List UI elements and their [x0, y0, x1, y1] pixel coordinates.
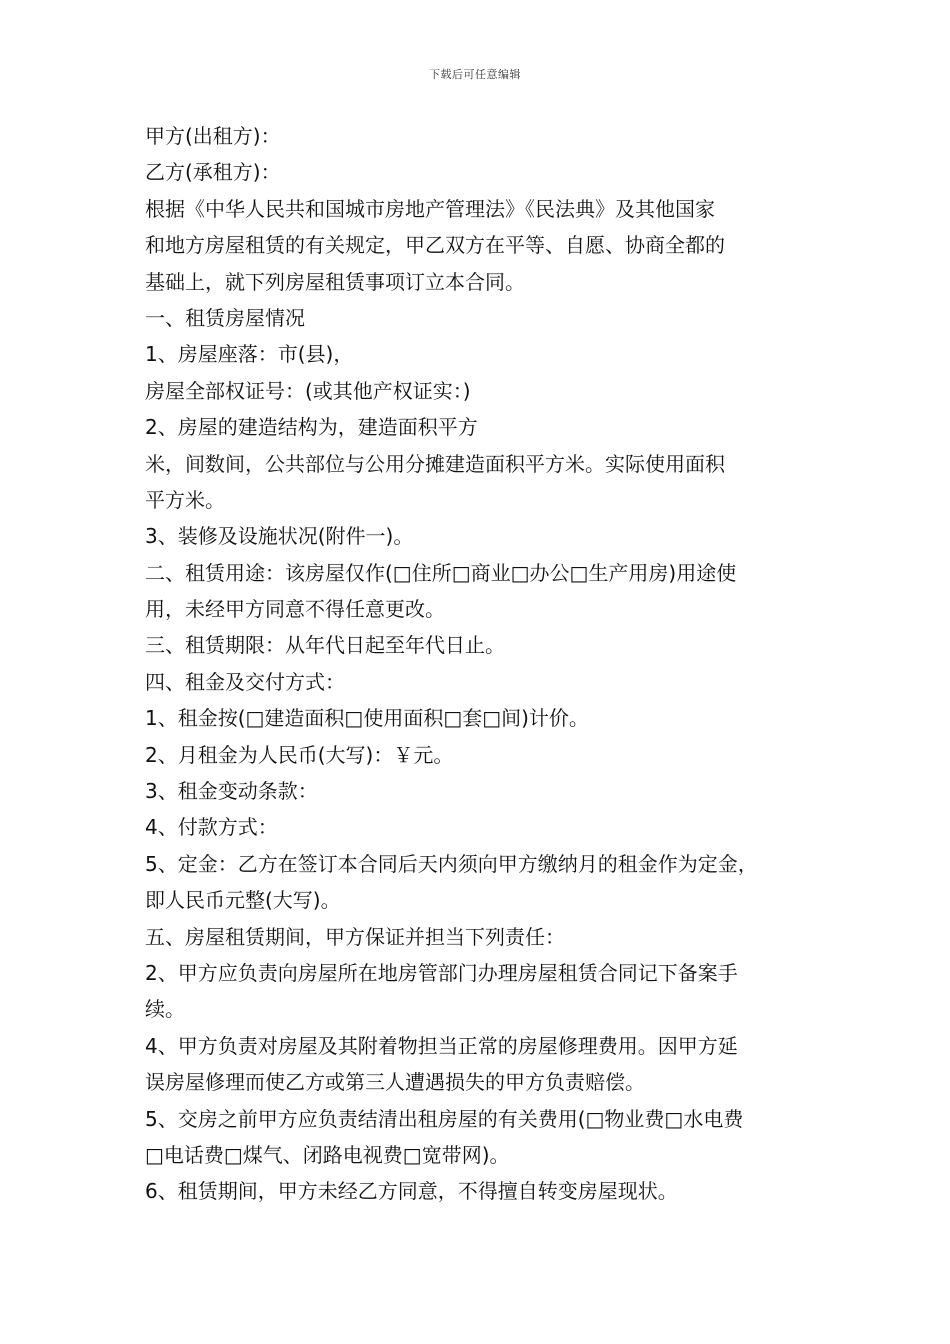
text-line: 误房屋修理而使乙方或第三人遭遇损失的甲方负责赔偿。 [145, 1070, 645, 1095]
page-header: 下载后可任意编辑 [429, 68, 521, 81]
text-line: 续。 [145, 997, 185, 1022]
text-line: 2、甲方应负责向房屋所在地房管部门办理房屋租赁合同记下备案手 [145, 960, 738, 985]
text-line: 和地方房屋租赁的有关规定，甲乙双方在平等、自愿、协商全都的 [145, 233, 725, 258]
text-line: 2、月租金为人民币(大写)：￥元。 [145, 742, 454, 767]
text-line: 即人民币元整(大写)。 [145, 888, 341, 913]
text-line: 4、甲方负责对房屋及其附着物担当正常的房屋修理费用。因甲方延 [145, 1033, 738, 1058]
text-line: 5、定金：乙方在签订本合同后天内须向甲方缴纳月的租金作为定金， [145, 851, 758, 876]
section-heading: 二、租赁用途：该房屋仅作(□住所□商业□办公□生产用房)用途使 [145, 560, 737, 585]
text-line: 1、房屋座落：市(县)， [145, 342, 354, 367]
text-line: □电话费□煤气、闭路电视费□宽带网)。 [145, 1142, 510, 1167]
section-heading: 五、房屋租赁期间，甲方保证并担当下列责任： [145, 924, 565, 949]
text-line: 房屋全部权证号：(或其他产权证实：) [145, 378, 471, 403]
section-heading: 三、租赁期限：从年代日起至年代日止。 [145, 633, 505, 658]
text-line: 基础上，就下列房屋租赁事项订立本合同。 [145, 269, 525, 294]
section-heading: 一、租赁房屋情况 [145, 305, 305, 330]
text-line: 6、租赁期间，甲方未经乙方同意，不得擅自转变房屋现状。 [145, 1179, 678, 1204]
text-line: 米，间数间，公共部位与公用分摊建造面积平方米。实际使用面积 [145, 451, 725, 476]
section-heading: 四、租金及交付方式： [145, 669, 345, 694]
text-line: 平方米。 [145, 487, 225, 512]
contract-body [145, 118, 835, 1210]
text-line: 1、租金按(□建造面积□使用面积□套□间)计价。 [145, 706, 589, 731]
text-line: 2、房屋的建造结构为，建造面积平方 [145, 415, 478, 440]
text-line: 4、付款方式： [145, 815, 278, 840]
text-line: 3、租金变动条款： [145, 779, 318, 804]
text-line: 用，未经甲方同意不得任意更改。 [145, 597, 445, 622]
text-line: 5、交房之前甲方应负责结清出租房屋的有关费用(□物业费□水电费 [145, 1106, 744, 1131]
text-line: 3、装修及设施状况(附件一)。 [145, 524, 414, 549]
text-line: 根据《中华人民共和国城市房地产管理法》《民法典》及其他国家 [145, 196, 715, 221]
text-line: 乙方(承租方)： [145, 160, 281, 185]
text-line: 甲方(出租方)： [145, 124, 281, 148]
